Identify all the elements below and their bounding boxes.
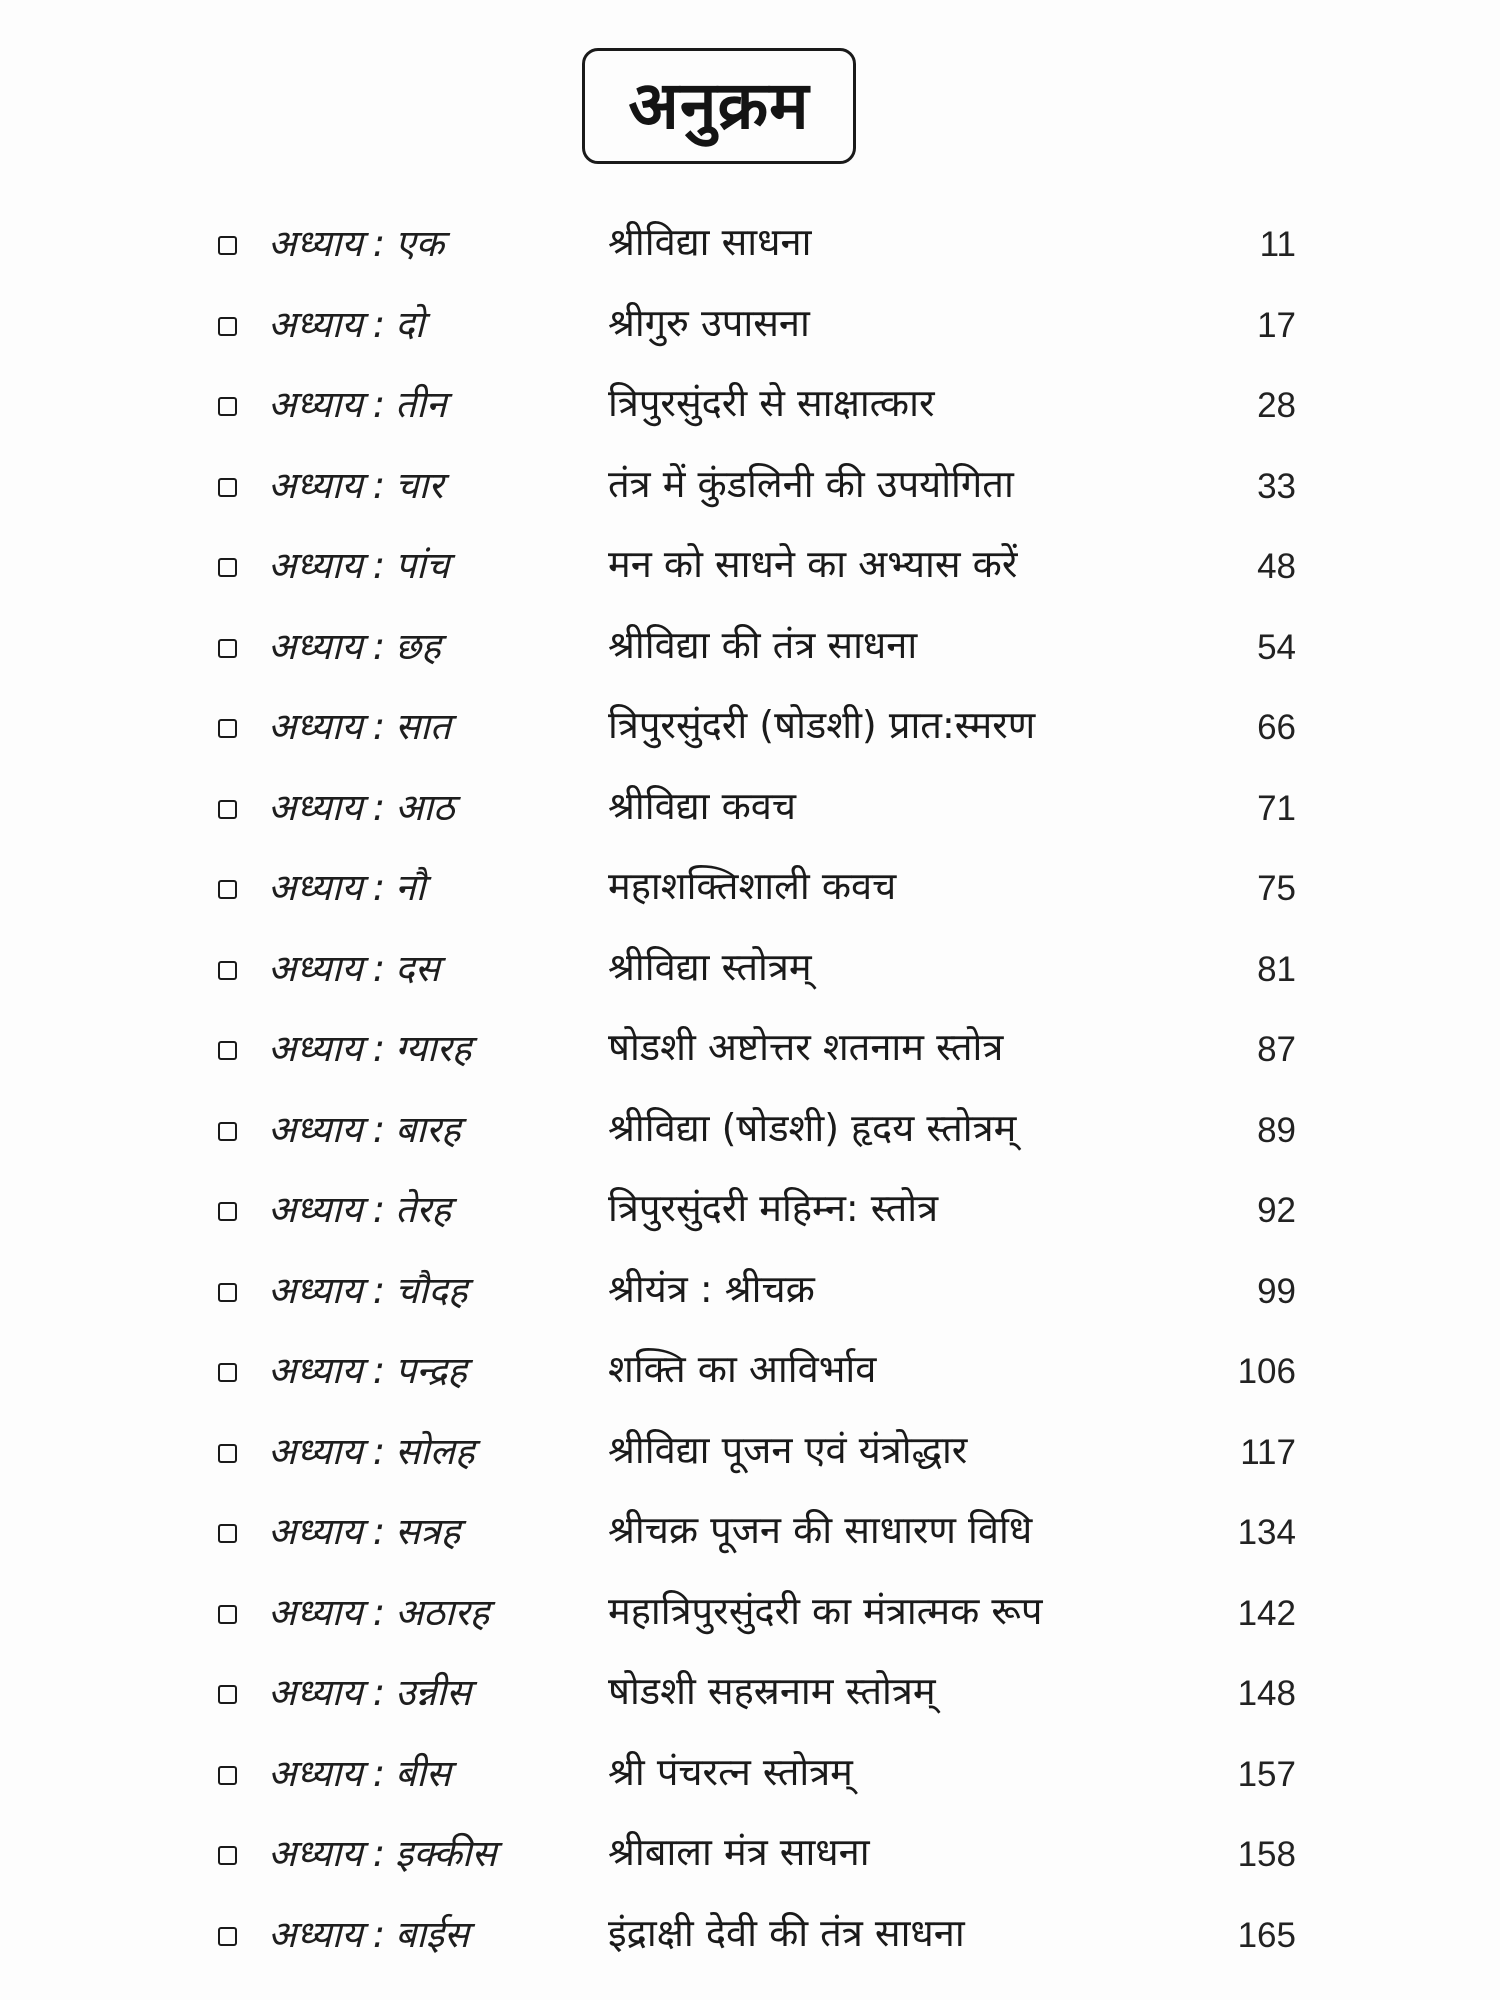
chapter-label [268, 945, 440, 993]
toc-entry-11[interactable] [0, 1011, 1500, 1092]
entry-title: श्रीविद्या कवच [608, 783, 797, 828]
toc-entry-21[interactable] [0, 1816, 1500, 1897]
page-number: 66 [1257, 708, 1296, 747]
chapter-word: अध्याय [268, 946, 363, 990]
toc-entry-8[interactable] [0, 770, 1500, 851]
chapter-word: अध्याय [268, 866, 363, 909]
chapter-separator: : [372, 544, 386, 587]
checkbox-bullet-icon [218, 1202, 237, 1221]
checkbox-bullet-icon [218, 397, 237, 416]
chapter-label [268, 301, 424, 349]
entry-title: श्रीविद्या पूजन एवं यंत्रोद्धार [608, 1427, 968, 1472]
heading-box [582, 48, 856, 164]
entry-title: श्रीविद्या स्तोत्रम् [608, 944, 812, 989]
chapter-label [268, 462, 443, 510]
chapter-number: सात [395, 705, 451, 748]
chapter-separator: : [372, 383, 386, 426]
page-number: 71 [1257, 788, 1296, 828]
entry-title: तंत्र में कुंडलिनी की उपयोगिता [608, 461, 1014, 506]
checkbox-bullet-icon [218, 1685, 237, 1704]
chapter-label [268, 1589, 489, 1637]
page-number: 89 [1257, 1110, 1296, 1150]
toc-entry-14[interactable] [0, 1253, 1500, 1334]
chapter-word: अध्याय [268, 1912, 363, 1956]
chapter-word: अध्याय [268, 463, 363, 507]
chapter-separator: : [372, 1349, 386, 1392]
chapter-number: तेरह [395, 1188, 452, 1231]
chapter-word: अध्याय [268, 1751, 363, 1795]
chapter-number: बारह [395, 1107, 461, 1151]
page-number: 106 [1237, 1352, 1296, 1391]
entry-title: त्रिपुरसुंदरी महिम्न: स्तोत्र [608, 1186, 939, 1230]
chapter-number: दो [395, 302, 425, 346]
page-number: 75 [1257, 869, 1296, 908]
checkbox-bullet-icon [218, 558, 237, 577]
page-number: 158 [1237, 1835, 1296, 1874]
toc-entry-2[interactable] [0, 287, 1500, 368]
entry-title: श्रीयंत्र : श्रीचक्र [608, 1266, 815, 1311]
entry-title: महात्रिपुरसुंदरी का मंत्रात्मक रूप [608, 1588, 1043, 1633]
chapter-word: अध्याय [268, 1671, 363, 1714]
chapter-separator: : [372, 1027, 386, 1070]
chapter-label [268, 1428, 474, 1476]
entry-title: श्रीविद्या साधना [608, 220, 812, 264]
page-number: 28 [1257, 386, 1296, 425]
entry-title: इंद्राक्षी देवी की तंत्र साधना [608, 1910, 965, 1955]
chapter-separator: : [372, 624, 386, 668]
entry-title: श्रीगुरु उपासना [608, 300, 810, 345]
chapter-word: अध्याय [268, 1268, 363, 1312]
entry-title: मन को साधने का अभ्यास करें [608, 542, 1018, 586]
entry-title: श्रीविद्या (षोडशी) हृदय स्तोत्रम् [608, 1105, 1017, 1150]
page-number: 134 [1237, 1513, 1296, 1552]
chapter-label [268, 1830, 497, 1878]
chapter-separator: : [372, 1671, 386, 1714]
checkbox-bullet-icon [218, 317, 237, 336]
chapter-number: सत्रह [395, 1510, 461, 1553]
chapter-number: सोलह [395, 1429, 475, 1473]
chapter-number: इक्कीस [395, 1832, 497, 1875]
chapter-separator: : [372, 302, 386, 346]
chapter-number: चौदह [395, 1268, 468, 1312]
chapter-number: तीन [395, 383, 447, 426]
checkbox-bullet-icon [218, 1041, 237, 1060]
page-number: 148 [1237, 1674, 1296, 1713]
toc-entry-4[interactable] [0, 448, 1500, 529]
chapter-label [268, 220, 444, 268]
checkbox-bullet-icon [218, 1927, 237, 1946]
chapter-word: अध्याय [268, 544, 363, 587]
chapter-label [268, 1750, 451, 1798]
chapter-separator: : [372, 1912, 386, 1956]
chapter-label [268, 1508, 460, 1556]
checkbox-bullet-icon [218, 478, 237, 497]
chapter-label [268, 1347, 467, 1395]
chapter-number: दस [395, 946, 440, 990]
toc-entry-9[interactable] [0, 850, 1500, 931]
toc-entry-13[interactable] [0, 1172, 1500, 1253]
page-number: 99 [1257, 1271, 1296, 1311]
chapter-word: अध्याय [268, 1832, 363, 1875]
toc-entry-5[interactable] [0, 528, 1500, 609]
chapter-label [268, 1267, 468, 1315]
entry-title: श्री पंचरत्न स्तोत्रम् [608, 1749, 853, 1794]
page-number: 92 [1257, 1191, 1296, 1230]
checkbox-bullet-icon [218, 800, 237, 819]
entry-title: महाशक्तिशाली कवच [608, 864, 897, 908]
chapter-word: अध्याय [268, 1188, 363, 1231]
chapter-word: अध्याय [268, 1590, 363, 1634]
toc-entry-15[interactable] [0, 1333, 1500, 1414]
checkbox-bullet-icon [218, 1524, 237, 1543]
toc-entry-22[interactable] [0, 1897, 1500, 1978]
checkbox-bullet-icon [218, 1846, 237, 1865]
entry-title: षोडशी अष्टोत्तर शतनाम स्तोत्र [608, 1025, 1004, 1069]
toc-entry-20[interactable] [0, 1736, 1500, 1817]
checkbox-bullet-icon [218, 719, 237, 738]
chapter-number: अठारह [395, 1590, 490, 1634]
chapter-number: नौ [395, 866, 426, 909]
page-number: 11 [1259, 225, 1296, 264]
chapter-label [268, 1186, 451, 1234]
chapter-word: अध्याय [268, 705, 363, 748]
chapter-separator: : [372, 705, 386, 748]
checkbox-bullet-icon [218, 1283, 237, 1302]
entry-title: श्रीचक्र पूजन की साधारण विधि [608, 1508, 1033, 1552]
chapter-word: अध्याय [268, 1107, 363, 1151]
chapter-number: पन्द्रह [395, 1349, 467, 1392]
chapter-separator: : [372, 1107, 386, 1151]
chapter-number: चार [395, 463, 444, 507]
checkbox-bullet-icon [218, 1605, 237, 1624]
page-number: 17 [1257, 305, 1296, 345]
page-number: 54 [1257, 627, 1296, 667]
toc-entry-18[interactable] [0, 1575, 1500, 1656]
page-number: 33 [1257, 466, 1296, 506]
chapter-word: अध्याय [268, 1027, 363, 1070]
chapter-separator: : [372, 785, 386, 829]
checkbox-bullet-icon [218, 236, 237, 255]
chapter-label [268, 1669, 471, 1717]
entry-title: षोडशी सहस्रनाम स्तोत्रम् [608, 1669, 936, 1713]
page-number: 48 [1257, 547, 1296, 586]
checkbox-bullet-icon [218, 880, 237, 899]
checkbox-bullet-icon [218, 1766, 237, 1785]
chapter-separator: : [372, 463, 386, 507]
toc-entry-12[interactable] [0, 1092, 1500, 1173]
chapter-word: अध्याय [268, 302, 363, 346]
page-title: अनुक्रम [628, 67, 810, 144]
chapter-number: उन्नीस [395, 1671, 472, 1714]
entry-title: त्रिपुरसुंदरी (षोडशी) प्रात:स्मरण [608, 703, 1036, 747]
toc-entry-16[interactable] [0, 1414, 1500, 1495]
chapter-word: अध्याय [268, 624, 363, 668]
chapter-number: बीस [395, 1751, 451, 1795]
toc-entry-10[interactable] [0, 931, 1500, 1012]
chapter-separator: : [372, 1188, 386, 1231]
chapter-word: अध्याय [268, 383, 363, 426]
chapter-word: अध्याय [268, 222, 363, 265]
page-number: 142 [1237, 1593, 1296, 1633]
toc-entry-6[interactable] [0, 609, 1500, 690]
chapter-word: अध्याय [268, 785, 363, 829]
chapter-label [268, 1911, 469, 1959]
entry-title: श्रीविद्या की तंत्र साधना [608, 622, 918, 667]
chapter-separator: : [372, 946, 386, 990]
chapter-separator: : [372, 866, 386, 909]
chapter-separator: : [372, 1429, 386, 1473]
chapter-label [268, 1025, 471, 1073]
toc-entry-17[interactable] [0, 1494, 1500, 1575]
chapter-separator: : [372, 222, 386, 265]
chapter-number: बाईस [395, 1912, 470, 1956]
entry-title: श्रीबाला मंत्र साधना [608, 1830, 870, 1874]
table-of-contents [0, 206, 1500, 1977]
page-number: 165 [1237, 1915, 1296, 1955]
chapter-separator: : [372, 1268, 386, 1312]
chapter-separator: : [372, 1751, 386, 1795]
chapter-label [268, 623, 441, 671]
chapter-label [268, 784, 454, 832]
chapter-number: आठ [395, 785, 455, 829]
chapter-number: पांच [395, 544, 450, 587]
page-number: 117 [1240, 1432, 1296, 1472]
toc-entry-3[interactable] [0, 367, 1500, 448]
chapter-number: एक [395, 222, 445, 265]
entry-title: शक्ति का आविर्भाव [608, 1347, 877, 1391]
chapter-label [268, 1106, 461, 1154]
page-number: 157 [1237, 1754, 1296, 1794]
page-number: 87 [1257, 1030, 1296, 1069]
chapter-label [268, 864, 425, 912]
checkbox-bullet-icon [218, 961, 237, 980]
chapter-number: ग्यारह [395, 1027, 472, 1070]
chapter-word: अध्याय [268, 1429, 363, 1473]
toc-entry-1[interactable] [0, 206, 1500, 287]
page-number: 81 [1257, 949, 1296, 989]
chapter-separator: : [372, 1510, 386, 1553]
chapter-label [268, 703, 451, 751]
toc-entry-19[interactable] [0, 1655, 1500, 1736]
chapter-label [268, 542, 449, 590]
chapter-word: अध्याय [268, 1510, 363, 1553]
chapter-number: छह [395, 624, 441, 668]
toc-entry-7[interactable] [0, 689, 1500, 770]
chapter-separator: : [372, 1590, 386, 1634]
chapter-word: अध्याय [268, 1349, 363, 1392]
entry-title: त्रिपुरसुंदरी से साक्षात्कार [608, 381, 935, 425]
chapter-label [268, 381, 446, 429]
chapter-separator: : [372, 1832, 386, 1875]
checkbox-bullet-icon [218, 1122, 237, 1141]
checkbox-bullet-icon [218, 1444, 237, 1463]
checkbox-bullet-icon [218, 1363, 237, 1382]
checkbox-bullet-icon [218, 639, 237, 658]
